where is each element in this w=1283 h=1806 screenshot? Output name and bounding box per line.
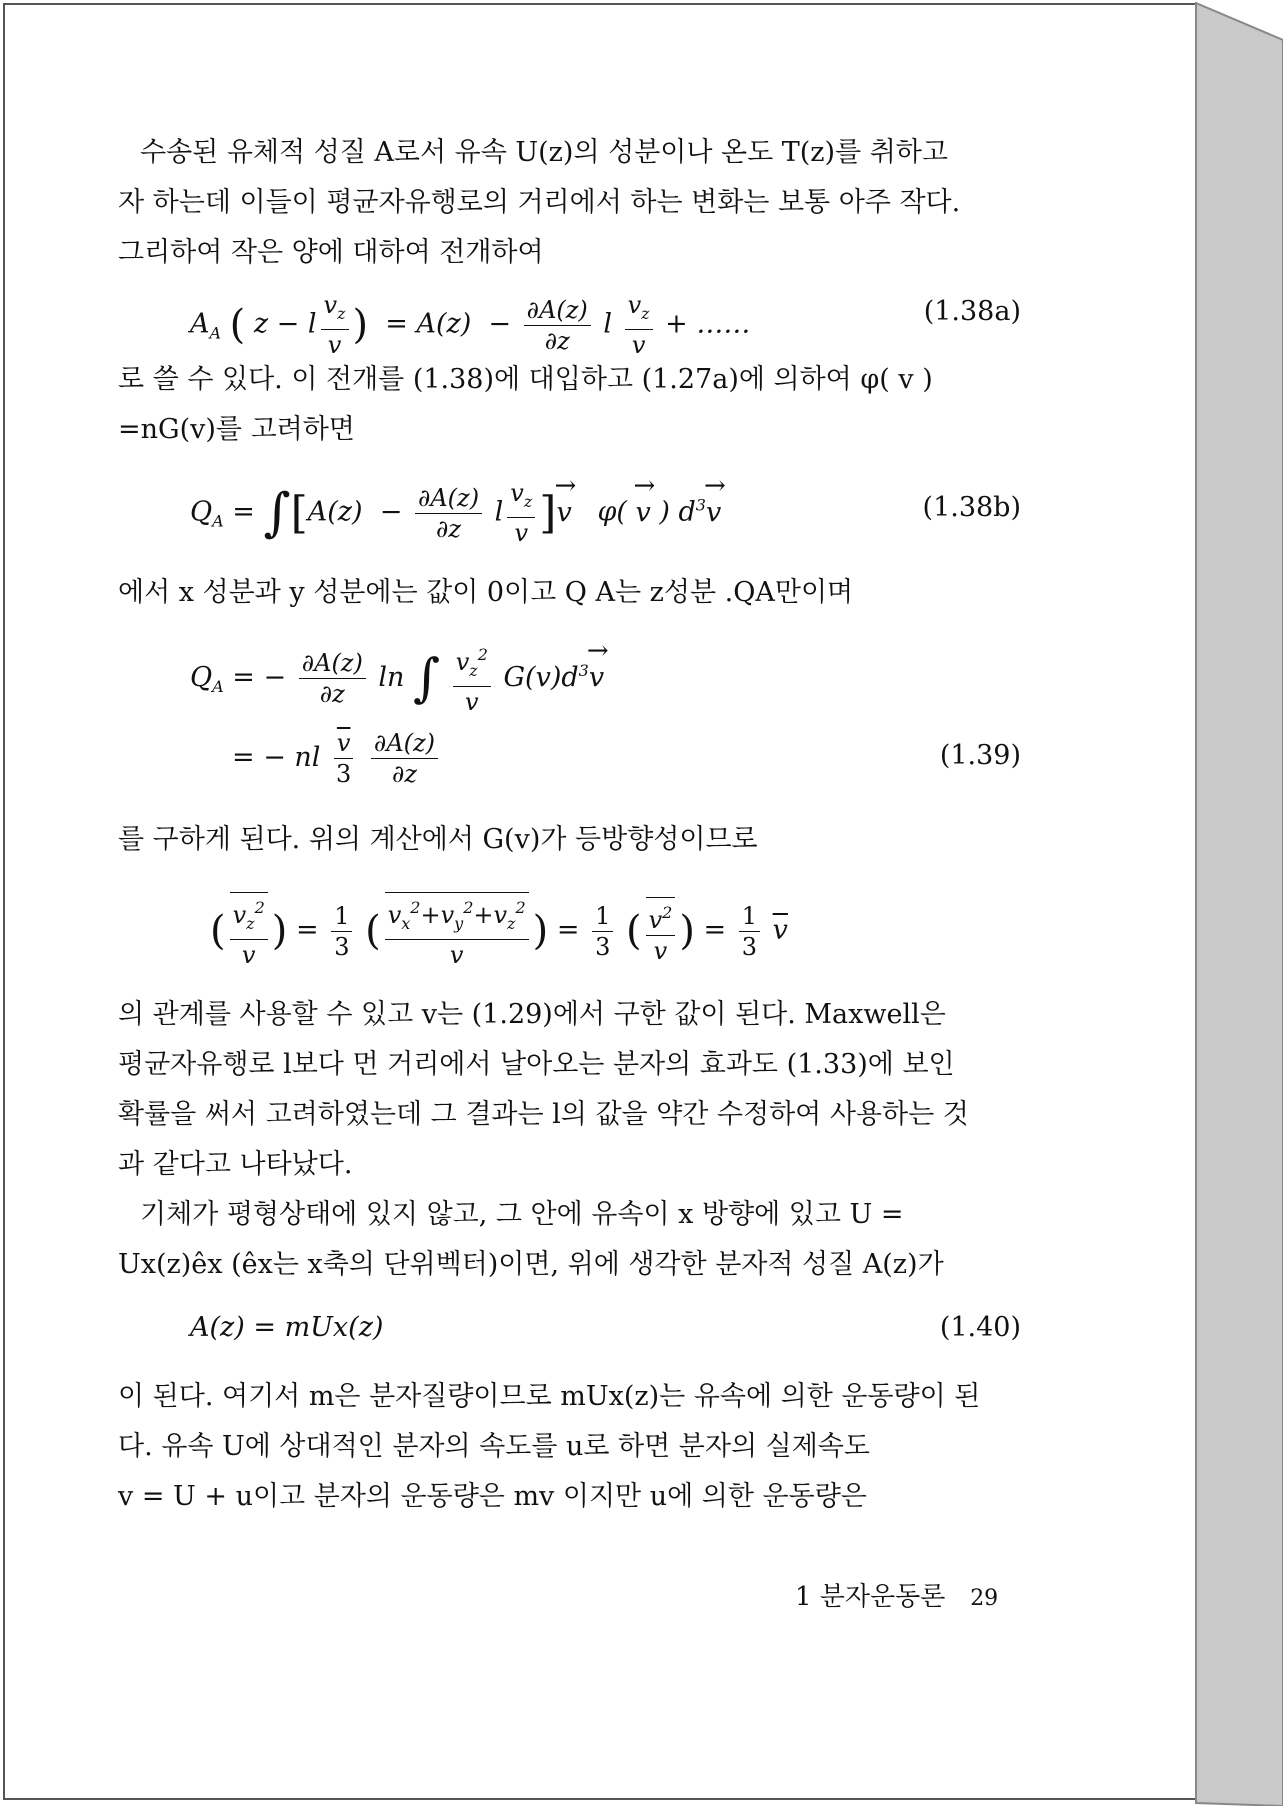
text-line: 다. 유속 U에 상대적인 분자의 속도를 u로 하면 분자의 실제속도 bbox=[118, 1431, 870, 1462]
paragraph-1 bbox=[118, 128, 1023, 278]
text-line: =nG(v)를 고려하면 bbox=[118, 414, 355, 445]
text-line: v = U + u이고 분자의 운동량은 mv 이지만 u에 의한 운동량은 bbox=[118, 1481, 867, 1512]
text-line: 이 된다. 여기서 m은 분자질량이므로 mUx(z)는 유속에 의한 운동량이 된 bbox=[118, 1381, 981, 1412]
text-line: 자 하는데 이들이 평균자유행로의 거리에서 하는 변화는 보통 아주 작다. bbox=[118, 187, 961, 218]
equation-number: (1.39) bbox=[939, 740, 1021, 771]
text-line: 과 같다고 나타났다. bbox=[118, 1149, 353, 1180]
equation-1-38b: $Q_A = \int[A(z)$ − $\frac{\partial A(z)}{\partial z}$ l $\frac{v_z}{v}$ ]→ v φ( → v ) $d^3\to v$ bbox=[190, 478, 721, 548]
equation-1-39-line2: = − nl $\frac{\overline{v}}{3}$ $\frac{\partial A(z)}{\partial z}$ bbox=[232, 728, 442, 789]
text-line: 를 구하게 된다. 위의 계산에서 G(v)가 등방향성이므로 bbox=[118, 824, 758, 855]
page-number: 29 bbox=[970, 1586, 999, 1611]
equation-1-39-line1: $Q_A$ = − $\frac{\partial A(z)}{\partial z}$ ln ∫ $\frac{v_z^2}{v}$ $G(v)d^3\to v$ bbox=[190, 640, 604, 717]
page-footer bbox=[795, 1576, 998, 1613]
text-line: 그리하여 작은 양에 대하여 전개하여 bbox=[118, 237, 544, 268]
text-line: 의 관계를 사용할 수 있고 v는 (1.29)에서 구한 값이 된다. Maxwell은 bbox=[118, 999, 946, 1030]
paragraph-5 bbox=[118, 990, 1023, 1190]
text-line: 수송된 유체적 성질 A로서 유속 U(z)의 성분이나 온도 T(z)를 취하고 bbox=[140, 137, 948, 168]
text-line: 평균자유행로 l보다 먼 거리에서 날아오는 분자의 효과도 (1.33)에 보인 bbox=[118, 1049, 955, 1080]
equation-number: (1.38b) bbox=[922, 492, 1021, 523]
text-line: 확률을 써서 고려하였는데 그 결과는 l의 값을 약간 수정하여 사용하는 것 bbox=[118, 1099, 969, 1130]
paragraph-3 bbox=[118, 568, 1023, 618]
paragraph-7 bbox=[118, 1372, 1023, 1522]
equation-number: (1.38a) bbox=[923, 296, 1021, 327]
text-line: 에서 x 성분과 y 성분에는 값이 0이고 Q A는 z성분 .QA만이며 bbox=[118, 577, 854, 608]
equation-1-38a: $A_A$ ( z − l $\frac{v_z}{v}$ ) = A(z) − $\frac{\partial A(z)}{\partial z}$ l $\frac{v_z}{v}$ + …… bbox=[190, 291, 751, 359]
text-line: 로 쓸 수 있다. 이 전개를 (1.38)에 대입하고 (1.27a)에 의하여 φ( v ) bbox=[118, 364, 933, 395]
paragraph-2 bbox=[118, 355, 1023, 455]
equation-number: (1.40) bbox=[939, 1312, 1021, 1343]
chapter-title: 1 분자운동론 bbox=[795, 1582, 946, 1612]
paragraph-6 bbox=[118, 1190, 1023, 1290]
text-line: Ux(z)êx (êx는 x축의 단위벡터)이면, 위에 생각한 분자적 성질 A(z)가 bbox=[118, 1249, 944, 1280]
equation-1-40: A(z) = mUx(z) bbox=[190, 1312, 384, 1343]
paragraph-4 bbox=[118, 815, 1023, 865]
text-line: 기체가 평형상태에 있지 않고, 그 안에 유속이 x 방향에 있고 U = bbox=[140, 1199, 904, 1230]
equation-isotropy: ( $\frac{v_z^2}{v}$ ) = $\frac{1}{3}$ ( $\frac{v_x^2+v_y^2+v_z^2}{v}$ ) = $\frac{1}{3}$ ( $\frac{v^2}{v}$ ) = $\frac{1}{3}$ $\overline{v}$ bbox=[210, 892, 788, 970]
